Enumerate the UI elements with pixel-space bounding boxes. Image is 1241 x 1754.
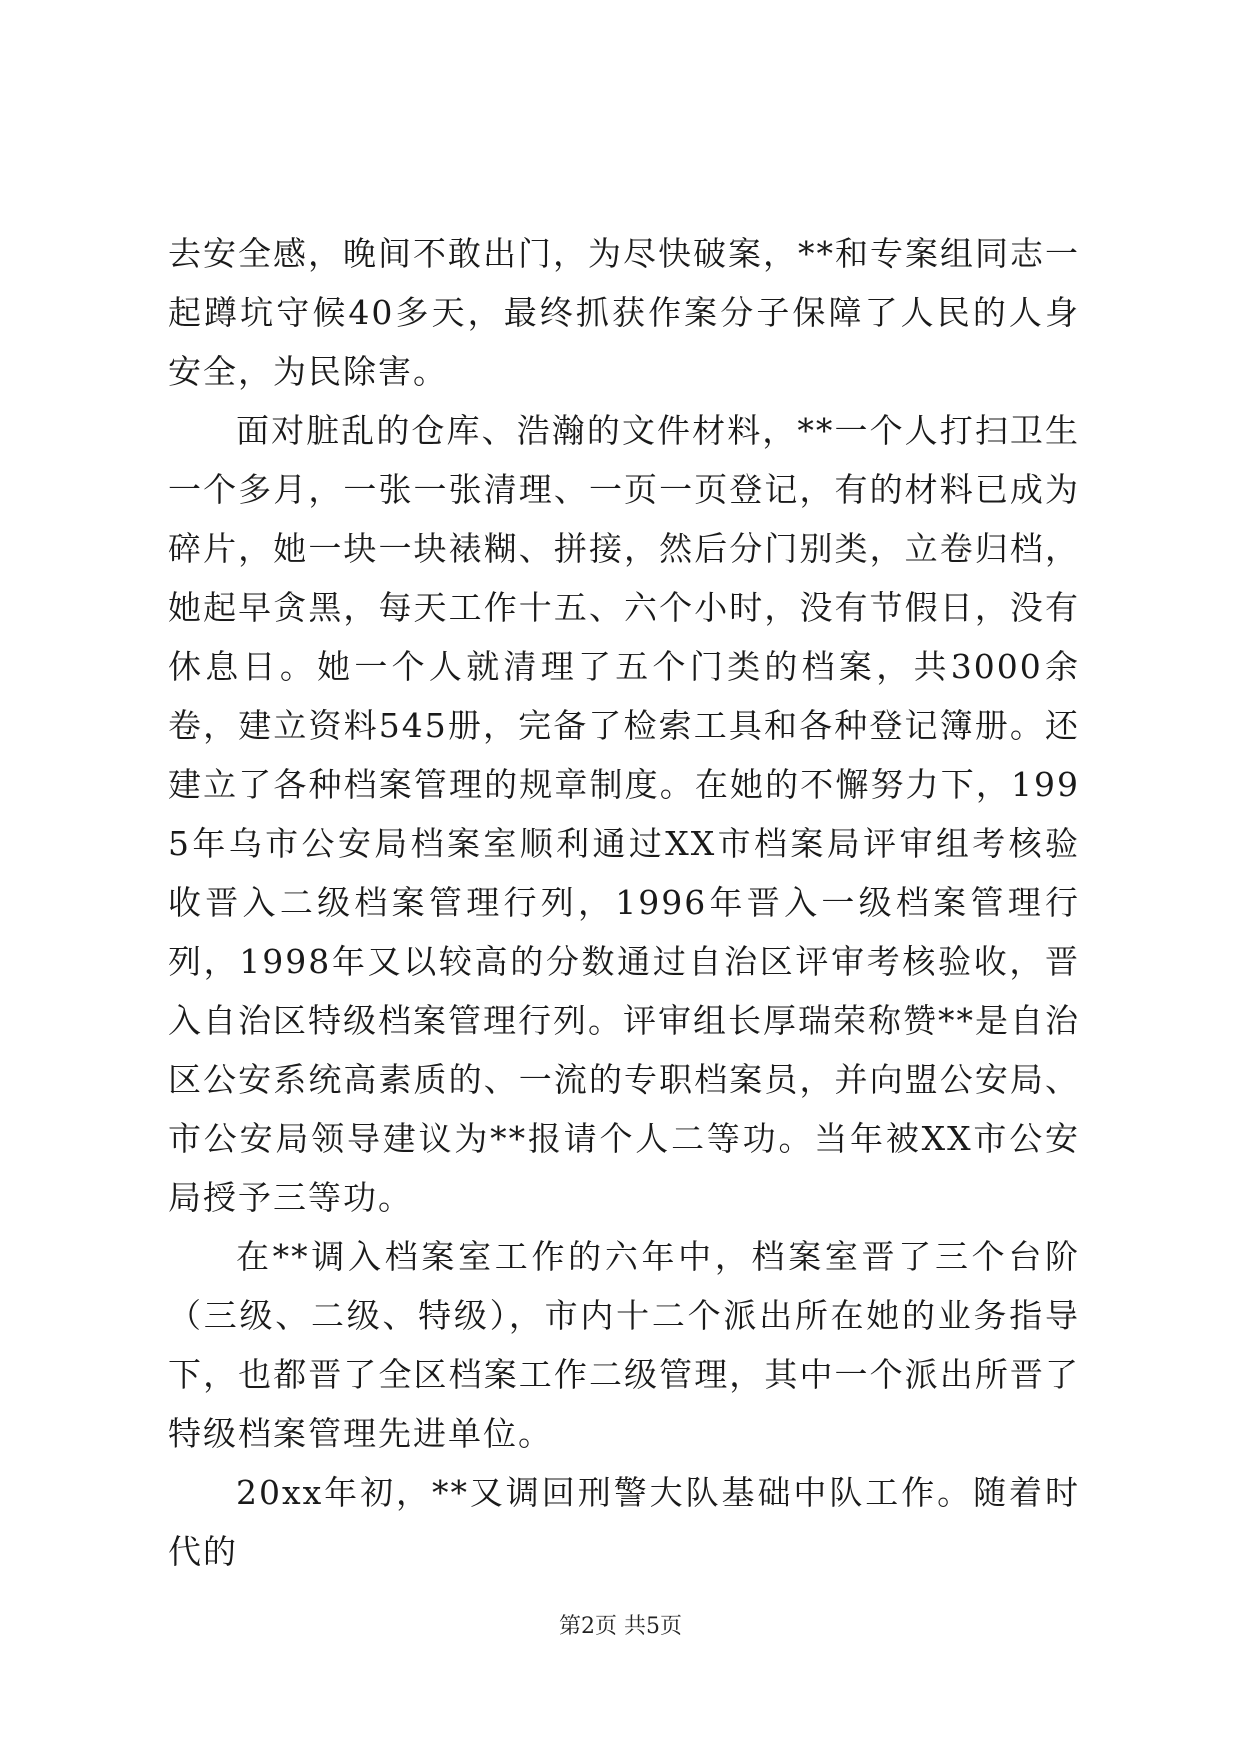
paragraph-4: 20xx年初，**又调回刑警大队基础中队工作。随着时代的	[168, 1473, 1080, 1571]
paragraph-2: 面对脏乱的仓库、浩瀚的文件材料，**一个人打扫卫生一个多月，一张一张清理、一页一页登记，有的材料已成为碎片，她一块一块裱糊、拼接，然后分门别类，立卷归档，她起早贪黑，每天工作十五、六个小时，没有节假日，没有休息日。她一个人就清理了五个门类的档案，共3000余卷，建立资料545册，完备了检索工具和各种登记簿册。还建立了各种档案管理的规章制度。在她的不懈努力下，1995年乌市公安局档案室顺利通过XX市档案局评审组考核验收晋入二级档案管理行列，1996年晋入一级档案管理行列，1998年又以较高的分数通过自治区评审考核验收，晋入自治区特级档案管理行列。评审组长厚瑞荣称赞**是自治区公安系统高素质的、一流的专职档案员，并向盟公安局、市公安局领导建议为**报请个人二等功。当年被XX市公安局授予三等功。	[168, 411, 1080, 1217]
page-number-footer: 第2页 共5页	[559, 1614, 682, 1639]
paragraph-1: 去安全感，晚间不敢出门，为尽快破案，**和专案组同志一起蹲坑守候40多天，最终抓获作案分子保障了人民的人身安全，为民除害。	[168, 234, 1080, 391]
paragraph-3: 在**调入档案室工作的六年中，档案室晋了三个台阶（三级、二级、特级），市内十二个派出所在她的业务指导下，也都晋了全区档案工作二级管理，其中一个派出所晋了特级档案管理先进单位。	[168, 1237, 1080, 1453]
document-body	[168, 224, 1080, 1581]
